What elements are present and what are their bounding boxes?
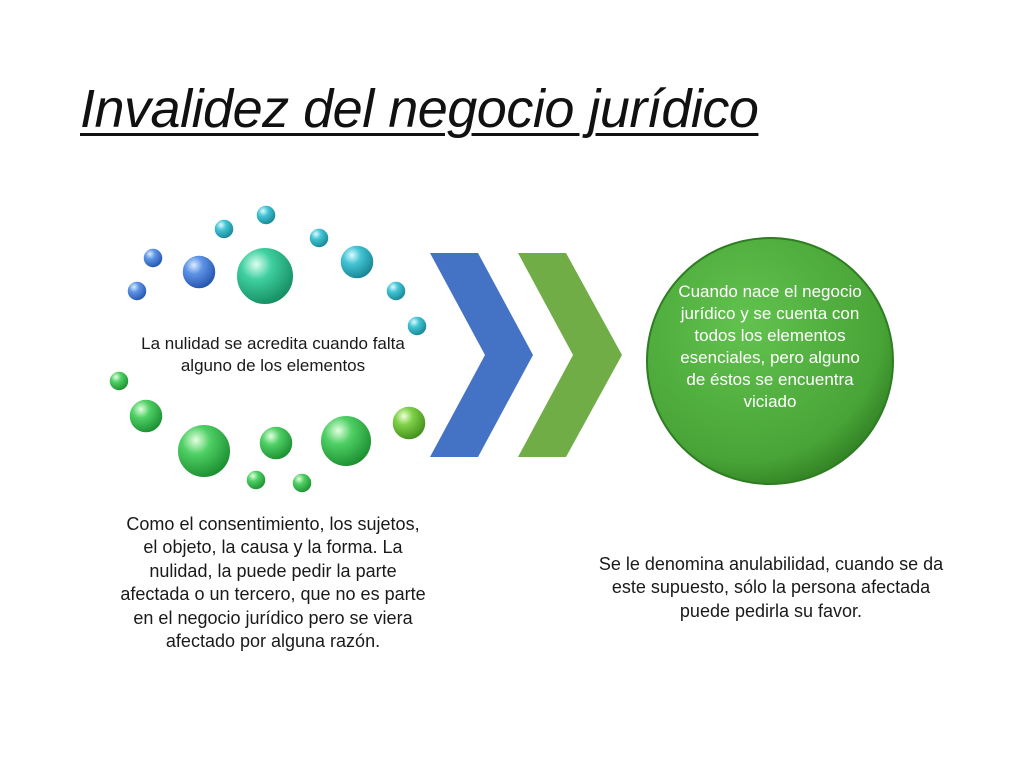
bubble <box>407 316 427 336</box>
circle-description: Se le denomina anulabilidad, cuando se da este supuesto, sólo la persona afectada puede pedirla su favor. <box>598 554 944 621</box>
bubble <box>320 415 372 467</box>
bubble <box>177 424 231 478</box>
bubble <box>392 406 426 440</box>
bubble <box>129 399 163 433</box>
bubble <box>386 281 406 301</box>
bubble <box>259 426 293 460</box>
bubble <box>214 219 234 239</box>
blue-chevron <box>430 253 533 457</box>
bubble <box>236 247 294 305</box>
green-chevron <box>518 253 622 457</box>
bubble <box>292 473 312 493</box>
page-title: Invalidez del negocio jurídico <box>80 79 759 139</box>
bubble <box>143 248 163 268</box>
bubble <box>182 255 216 289</box>
ring-description: Como el consentimiento, los sujetos, el objeto, la causa y la forma. La nulidad, la puede pedir la parte afectada o un tercero, que no es parte en el negocio jurídico pero se viera afectado por alguna razón. <box>120 514 426 651</box>
circle-label: Cuando nace el negocio jurídico y se cuenta con todos los elementos esenciales, pero alguno de éstos se encuentra viciado <box>678 282 862 412</box>
bubble <box>109 371 129 391</box>
bubble <box>309 228 329 248</box>
bubble <box>340 245 374 279</box>
bubble <box>246 470 266 490</box>
ring-label: La nulidad se acredita cuando falta alguno de los elementos <box>141 334 405 376</box>
bubble <box>256 205 276 225</box>
bubble <box>127 281 147 301</box>
